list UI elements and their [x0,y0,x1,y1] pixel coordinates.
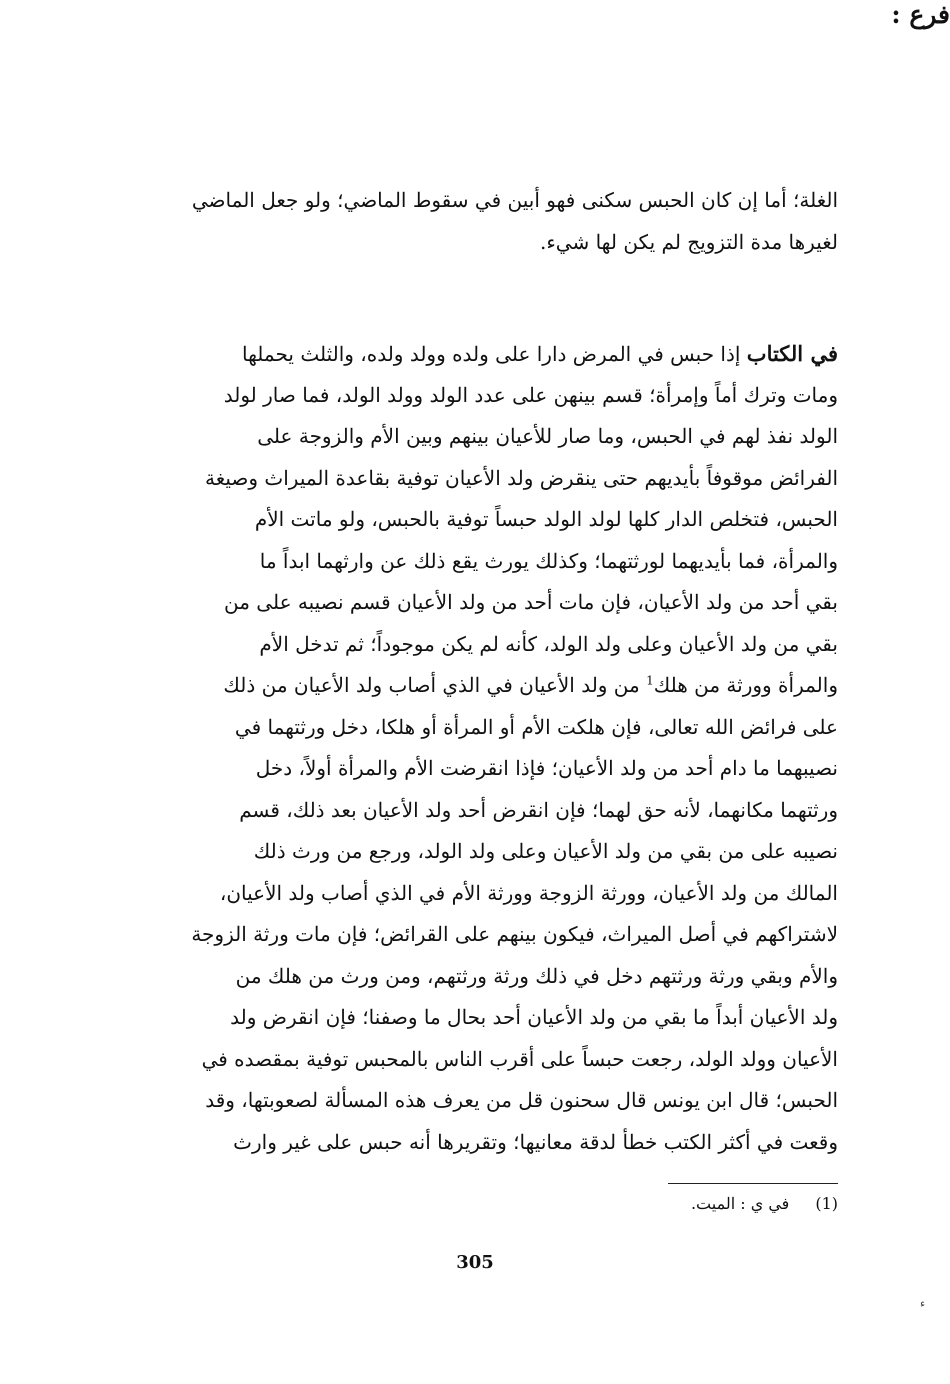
text-line: ورثتهما مكانهما، لأنه حق لهما؛ فإن انقرض أحد ولد الأعيان بعد ذلك، قسم [239,797,838,822]
text-line: لاشتراكهم في أصل الميراث، فيكون بينهم على القرائض؛ فإن مات ورثة الزوجة [191,922,838,946]
text-line: بقي من ولد الأعيان وعلى ولد الولد، كأنه لم يكن موجوداً؛ ثم تدخل الأم [259,631,838,656]
text-line: ومات وترك أماً وإمرأة؛ قسم بينهن على عدد الولد وولد الولد، فما صار لولد [223,382,838,407]
text-span: إذا حبس في المرض دارا على ولده وولد ولده، والثلث يحملها [241,342,747,366]
text-line: الأعيان وولد الولد، رجعت حبساً على أقرب الناس بالمحبس توفية بمقصده في [201,1046,838,1071]
text-line: على فرائض الله تعالى، فإن هلكت الأم أو المرأة أو هلكا، دخل ورثتهما في [234,714,838,739]
footnote-text: في ي : الميت. [690,1194,790,1213]
footnote-marker: 1 [646,673,654,688]
text-line: ولد الأعيان أبداً ما بقي من ولد الأعيان أحد بحال ما وصفنا؛ فإن انقرض ولد [230,1005,838,1029]
text-line: وقعت في أكثر الكتب خطأ لدقة معانيها؛ وتقريرها أنه حبس على غير وارث [233,1129,838,1154]
section-heading: فرع : [891,0,950,29]
text-line: لغيرها مدة التزويج لم يكن لها شيء. [540,229,838,254]
text-line: الولد نفذ لهم في الحبس، وما صار للأعيان بينهم وبين الأم والزوجة على [257,424,838,448]
text-line: والمرأة، فما بأيديهما لورثتهما؛ وكذلك يورث يقع ذلك عن وارثهما ابداً ما [259,548,838,573]
text-line: نصيبهما ما دام أحد من ولد الأعيان؛ فإذا انقرضت الأم والمرأة أولاً، دخل [255,756,838,780]
text-line [118,665,838,707]
text-line: والأم وبقي ورثة ورثتهم دخل في ذلك ورثة ورثتهم، ومن ورث من هلك من [235,963,838,988]
footnote-divider [668,1183,838,1184]
text-line: بقي أحد من ولد الأعيان، فإن مات أحد من ولد الأعيان قسم نصيبه على من [223,590,838,614]
text-line: الغلة؛ أما إن كان الحبس سكنى فهو أبين في سقوط الماضي؛ ولو جعل الماضي [191,188,838,212]
text-line: الحبس، فتخلص الدار كلها لولد الولد حبساً توفية بالحبس، ولو ماتت الأم [254,507,838,531]
body-paragraph [118,333,838,1163]
text-span: من ولد الأعيان في الذي أصاب ولد الأعيان من ذلك [223,673,647,697]
text-line: المالك من ولد الأعيان، وورثة الزوجة وورثة الأم في الذي أصاب ولد الأعيان، [219,880,838,905]
text-span: والمرأة وورثة من هلك [653,673,838,697]
margin-mark: ء [920,1297,926,1310]
text-line: الحبس؛ قال ابن يونس قال سحنون قل من يعرف هذه المسألة لصعوبتها، وقد [205,1088,838,1112]
text-line: نصيبه على من بقي من ولد الأعيان وعلى ولد الولد، ورجع من ورث ذلك [253,839,838,863]
keyword-kitab: في الكتاب [746,341,838,366]
intro-paragraph [138,180,838,263]
footnote [691,1191,838,1217]
footnote-number: (1) [815,1194,838,1213]
page-number: 305 [456,1252,494,1273]
text-line: الفرائض موقوفاً بأيديهم حتى ينقرض ولد الأعيان توفية بقاعدة الميراث وصيغة [205,465,838,490]
text-line [118,333,838,375]
